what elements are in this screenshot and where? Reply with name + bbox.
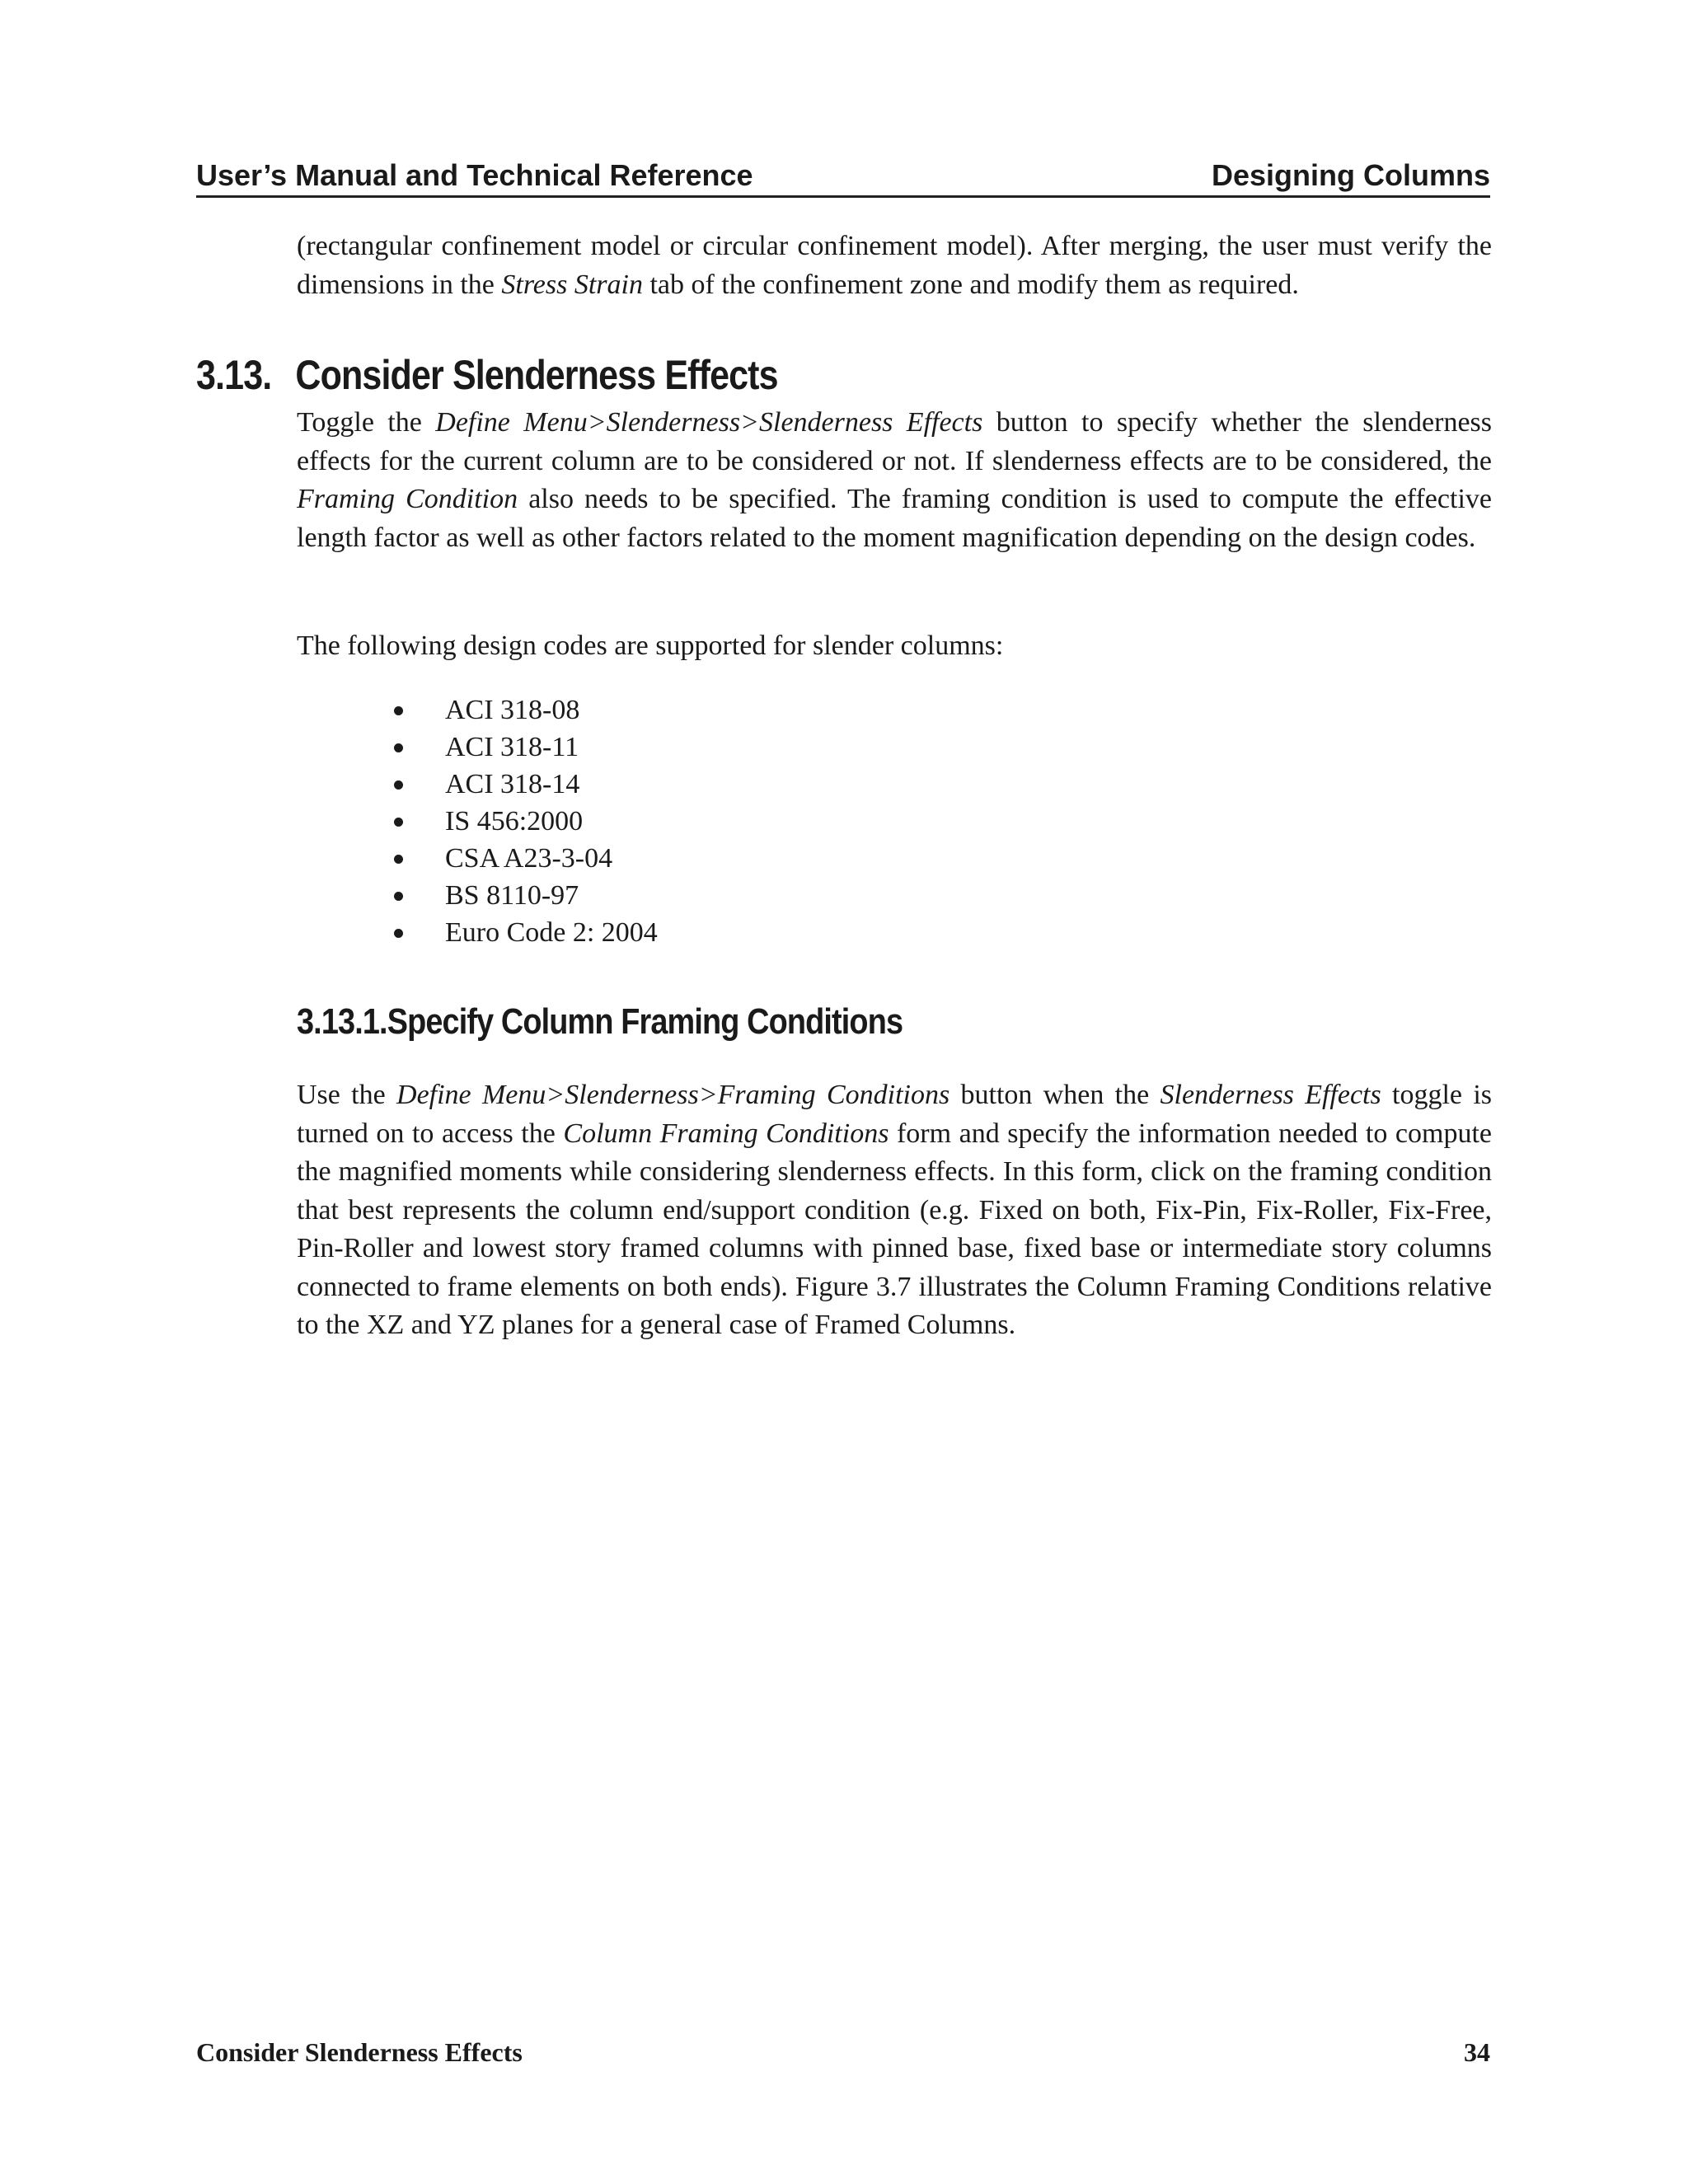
list-item — [394, 803, 658, 840]
list-item-label: BS 8110-97 — [445, 880, 579, 911]
bullet-icon — [394, 818, 403, 827]
footer-section-title: Consider Slenderness Effects — [196, 2037, 523, 2067]
framing-conditions-menu-path: Define Menu>Slenderness>Framing Conditions — [396, 1080, 950, 1110]
framing-condition-term: Framing Condition — [297, 484, 518, 514]
use-text-3: toggle is turned on to access the — [297, 1080, 1492, 1149]
bullet-icon — [394, 780, 403, 790]
bullet-icon — [394, 743, 403, 752]
use-text-1: Use the — [297, 1080, 397, 1110]
list-item-label: CSA A23-3-04 — [445, 843, 613, 874]
subsection-heading: 3.13.1.Specify Column Framing Conditions — [297, 1001, 903, 1042]
list-item — [394, 877, 658, 914]
section-title: Consider Slenderness Effects — [295, 352, 778, 398]
list-item — [394, 914, 658, 951]
list-item-label: IS 456:2000 — [445, 806, 584, 837]
slenderness-effects-menu-path: Define Menu>Slenderness>Slenderness Effects — [435, 407, 983, 438]
toggle-text-3: also needs to be specified. The framing condition is used to compute the effective length factor as well as other factors related to the moment magnification depending on the design codes. — [297, 484, 1492, 553]
stress-strain-term: Stress Strain — [501, 269, 643, 300]
intro-text-2: tab of the confinement zone and modify them as required. — [642, 269, 1299, 300]
bullet-icon — [394, 892, 403, 901]
list-item-label: ACI 318-08 — [445, 695, 580, 725]
list-item-label: ACI 318-11 — [445, 732, 579, 762]
bullet-icon — [394, 706, 403, 715]
toggle-text-1: Toggle the — [297, 407, 436, 438]
list-item — [394, 729, 658, 766]
section-heading — [196, 350, 778, 400]
header-manual-title: User’s Manual and Technical Reference — [196, 158, 753, 192]
list-item-label: ACI 318-14 — [445, 769, 580, 799]
column-framing-conditions-term: Column Framing Conditions — [563, 1118, 889, 1149]
framing-conditions-paragraph — [297, 1076, 1492, 1345]
list-item — [394, 691, 658, 729]
intro-text-1: (rectangular confinement model or circular confinement model). After merging, the user must verify the dimensions in the — [297, 231, 1492, 300]
use-text-4: form and specify the information needed to compute the magnified moments while considering slenderness effects. In this form, click on the framing condition that best represents the column end/support condition (e.g. Fixed on both, Fix-Pin, Fix-Roller, Fix-Free, Pin-Roller and lowest story framed columns with pinned base, fixed base or intermediate story columns connected to frame elements on both ends). Figure 3.7 illustrates the Column Framing Conditions relative to the XZ and YZ planes for a general case of Framed Columns. — [297, 1118, 1492, 1340]
toggle-paragraph — [297, 404, 1492, 557]
toggle-text-2: button to specify whether the slenderness effects for the current column are to be considered or not. If slenderness effects are to be considered, the — [297, 407, 1493, 476]
use-text-2: button when the — [950, 1080, 1160, 1110]
bullet-icon — [394, 855, 403, 864]
section-number: 3.13. — [196, 352, 272, 398]
list-item-label: Euro Code 2: 2004 — [445, 917, 658, 948]
slenderness-effects-term: Slenderness Effects — [1160, 1080, 1381, 1110]
codes-intro-paragraph: The following design codes are supported for slender columns: — [297, 630, 1004, 661]
running-header — [196, 156, 1490, 198]
page-number: 34 — [1464, 2037, 1490, 2067]
intro-paragraph — [297, 227, 1492, 304]
list-item — [394, 766, 658, 803]
bullet-icon — [394, 929, 403, 938]
list-item — [394, 840, 658, 877]
design-codes-list — [394, 691, 658, 951]
header-chapter-title: Designing Columns — [1211, 158, 1490, 192]
